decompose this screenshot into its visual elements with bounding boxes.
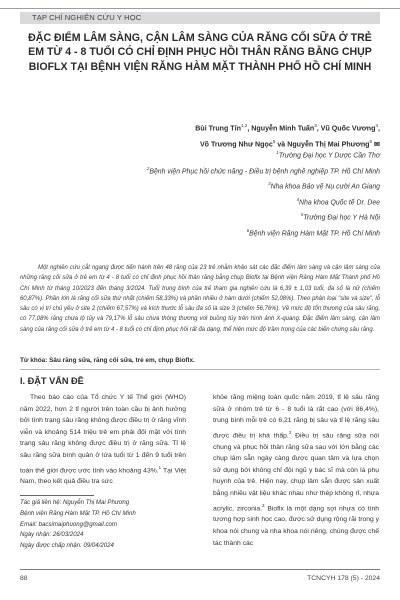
author-affil-mark: 3 bbox=[314, 123, 317, 128]
body-column-left bbox=[20, 392, 186, 488]
author-affil-mark: 6 bbox=[369, 139, 373, 145]
author-separator: , bbox=[316, 124, 321, 133]
author-separator: và bbox=[275, 140, 288, 149]
footnote-line: Tác giả liên hệ: Nguyễn Thị Mai Phương bbox=[20, 499, 130, 506]
body-column-right bbox=[213, 392, 379, 549]
journal-header-band bbox=[20, 12, 380, 24]
affiliation-list bbox=[80, 147, 380, 241]
abstract: Một nghiên cứu cắt ngang được tiến hành trên 48 răng của 23 trẻ nhằm khảo sát các đặc điểm lâm sàng và cận lâm sàng của những răng cối sữa ở trẻ em từ 4 - 8 tuổi có chỉ định phục hồi thân răng bằng chụp Bioflx tại Bệnh viện Răng Hàm Mặt Thành phố Hồ Chí Minh từ tháng 10/2023 đến tháng 3/2024. Tuổi trung bình của trẻ tham gia nghiên cứu là 6,39 ± 1,03 tuổi, đa số là nữ (chiếm 60,87%). Phần lớn là răng cối sữa thứ nhất (chiếm 58,33%) và phần nhiều ở hàm dưới (chiếm 52,08%). Theo phân loại "site và size", lỗ sâu có vị trí chủ yếu ở site 2 (chiếm 67,57%) và kích thước lỗ sâu đa số là size 3 (chiếm 56,76%). Về mức độ tổn thương của sâu răng, có 77,08% răng chưa lộ tủy và 79,17% lỗ sâu chưa thông thương với buồng tủy trên hình ảnh X-quang. Đặc điểm lâm sàng, cận lâm sàng của răng cối sữa ở trẻ em từ 4 - 8 tuổi có chỉ định phục hồi rất đa dạng, thể hiện mức độ trầm trọng của các biến chứng sâu răng. bbox=[20, 265, 380, 333]
affiliation-item bbox=[80, 225, 380, 241]
affiliation-text: Bệnh viện Phục hồi chức năng - Điều trị bệnh nghề nghiệp TP. Hồ Chí Minh bbox=[149, 167, 380, 175]
affiliation-text: Bệnh viện Răng Hàm Mặt TP. Hồ Chí Minh bbox=[249, 230, 380, 238]
keywords-label: Từ khóa: bbox=[20, 357, 48, 364]
author-name: Nguyễn Thị Mai Phương bbox=[287, 140, 370, 149]
footer-rule bbox=[20, 569, 380, 570]
affiliation-mark: 3 bbox=[268, 181, 271, 187]
affiliation-text: Nha khoa Bảo vệ Nụ cười An Giang bbox=[270, 183, 380, 191]
correspondence-footnote bbox=[20, 498, 190, 552]
author-name: Vũ Quốc Vương bbox=[320, 124, 376, 133]
citation-mark: 2 bbox=[288, 429, 292, 435]
author-affil-mark: 4 bbox=[375, 123, 379, 128]
page-number: 88 bbox=[20, 575, 28, 582]
affiliation-mark: 1 bbox=[276, 150, 279, 155]
citation-mark: 3 bbox=[262, 502, 265, 508]
affiliation-text: Trường Đại học Y Hà Nội bbox=[303, 214, 380, 222]
body-text: Điều trị sâu răng sữa nói chung và phục hồi thân răng sữa sau với lớn bằng các chụp lâm sẵn ngày càng được quan tâm và lựa chọn sử dụng bởi không chỉ đội ngũ y bác sĩ mà còn là phụ huynh của trẻ. Hiện nay, chụp lâm sẵn được sản xuất bằng nhiều vật liệu khác nhau như thép không rỉ, nhựa acrylic, zirconia. bbox=[213, 432, 379, 512]
journal-name: TẠP CHÍ NGHIÊN CỨU Y HỌC bbox=[32, 13, 142, 22]
footnote-email: Email: bacsimaiphuong@gmail.com bbox=[20, 520, 117, 528]
body-paragraph bbox=[20, 392, 186, 488]
affiliation-text: Nha khoa Quốc tế Dr. Dee bbox=[299, 199, 380, 207]
affiliation-item bbox=[80, 194, 380, 210]
footnote-rule bbox=[20, 495, 94, 496]
affiliation-item bbox=[80, 163, 380, 179]
affiliation-item bbox=[80, 147, 380, 163]
section-heading: I. ĐẶT VẤN ĐỀ bbox=[20, 376, 84, 386]
body-text: Theo báo cáo của Tổ chức Y tế Thế giới (WHO) năm 2022, hơn 2 tỉ người trên toàn cầu bị ảnh hưởng bởi tình trạng sâu răng không được điều trị ở răng vĩnh viễn và khoảng 514 triệu trẻ em phải đối mặt với tình trạng sâu răng không được điều trị ở răng sữa. Tỉ lệ sâu răng sữa bình quân ở lứa tuổi từ 1 đến 9 tuổi trên toàn thế giới được ước tính vào khoảng 43%. bbox=[20, 394, 186, 474]
author-name: Bùi Trung Tín bbox=[195, 124, 241, 133]
footnote-line: Bệnh viện Răng Hàm Mặt TP. Hồ Chí Minh bbox=[20, 509, 136, 517]
footnote-line: Ngày nhận: 26/03/2024 bbox=[20, 531, 84, 539]
email-envelope-icon: ✉ bbox=[372, 140, 380, 149]
article-title: ĐẶC ĐIỂM LÂM SÀNG, CẬN LÂM SÀNG CỦA RĂNG CỐI SỮA Ở TRẺ EM TỪ 4 - 8 TUỔI CÓ CHỈ ĐỊNH PHỤC HỒI THÂN RĂNG BẰNG CHỤP BIOFLX TẠI BỆNH VIỆN RĂNG HÀM MẶT THÀNH PHỐ HỒ CHÍ MINH bbox=[28, 32, 372, 73]
footnote-line: Ngày được chấp nhận: 09/04/2024 bbox=[20, 542, 114, 550]
author-affil-mark: 5 bbox=[272, 139, 276, 145]
body-text: Tại Việt Nam, theo kết quả điều tra sức bbox=[20, 466, 186, 486]
body-text: Bioflx là một dạng sợi nhựa có tính tương hợp sinh học cao, được sử dụng rộng rãi trong y khoa nói chung và nha khoa nói riêng, chúng được chế tác thành các bbox=[213, 504, 379, 547]
body-text: khỏe răng miệng toàn quốc năm 2019, tỉ lệ sâu răng sữa ở nhóm trẻ từ 6 - 8 tuổi là rất cao (với 86,4%), trung bình mỗi trẻ có 6,21 răng bị sâu và tỉ lệ răng sâu được điều trị khá thấp. bbox=[213, 394, 379, 440]
affiliation-mark: 2 bbox=[146, 165, 150, 171]
author-separator: , bbox=[247, 124, 252, 133]
affiliation-item bbox=[80, 178, 380, 194]
citation-mark: 1 bbox=[158, 464, 162, 470]
author-affil-mark: 1,2 bbox=[240, 123, 248, 128]
keywords-text: Sâu răng sữa, răng cối sữa, trẻ em, chụp Bioflx. bbox=[49, 357, 195, 364]
affiliation-mark: 5 bbox=[300, 212, 304, 218]
keywords bbox=[20, 356, 380, 366]
author-separator: , bbox=[378, 124, 380, 133]
affiliation-item bbox=[80, 209, 380, 225]
affiliation-mark: 6 bbox=[246, 227, 250, 233]
journal-issue: TCNCYH 178 (5) - 2024 bbox=[307, 575, 380, 582]
body-paragraph bbox=[213, 392, 379, 549]
author-line-1 bbox=[80, 119, 380, 135]
author-name: Nguyễn Minh Tuấn bbox=[251, 124, 315, 133]
keywords-rule bbox=[20, 369, 380, 370]
author-name: Võ Trương Như Ngọc bbox=[199, 140, 273, 149]
affiliation-mark: 4 bbox=[296, 196, 300, 202]
header-rule bbox=[0, 8, 400, 9]
affiliation-text: Trường Đại học Y Dược Cần Thơ bbox=[278, 152, 380, 160]
